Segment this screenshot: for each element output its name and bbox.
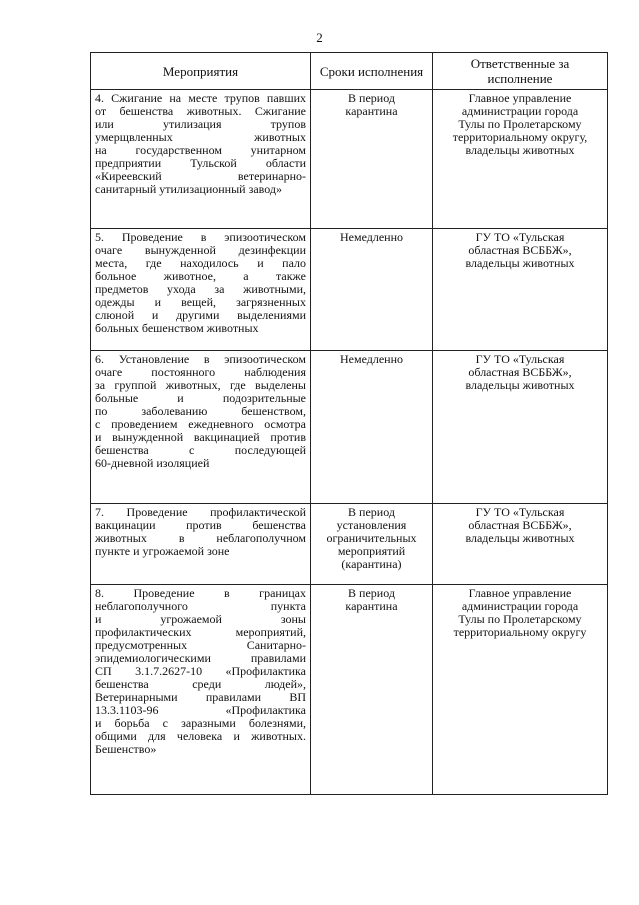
event-text-line: животных в неблагополучном — [95, 531, 306, 545]
event-text-line: места, где находилось и пало — [95, 256, 306, 270]
deadline-cell: В период карантина — [311, 585, 433, 795]
responsible-cell: Главное управление администрации города Тулы по Пролетарскому территориальному округу, владельцы животных — [433, 90, 608, 229]
event-text-line: или утилизация трупов — [95, 117, 306, 131]
event-text-line: бешенства среди людей», — [95, 677, 306, 691]
header-measures: Мероприятия — [91, 53, 311, 90]
page-number: 2 — [316, 30, 323, 45]
table-header-row — [91, 53, 608, 90]
event-text-line: предприятии Тульской области — [95, 156, 306, 170]
event-text-line: за группой животных, где выделены — [95, 378, 306, 392]
event-text-line: Ветеринарными правилами ВП — [95, 690, 306, 704]
event-text-line: одежды и вещей, загрязненных — [95, 295, 306, 309]
event-text-line: 7. Проведение профилактической — [95, 505, 306, 519]
header-deadlines: Сроки исполнения — [311, 53, 433, 90]
event-text-line: умерщвленных животных — [95, 130, 306, 144]
event-text-line: бешенства с последующей — [95, 443, 306, 457]
event-cell — [91, 90, 311, 229]
event-cell — [91, 504, 311, 585]
event-text-line: 6. Установление в эпизоотическом — [95, 352, 306, 366]
event-text-line: по заболеванию бешенством, — [95, 404, 306, 418]
event-cell — [91, 585, 311, 795]
measures-table — [90, 52, 608, 795]
event-text-line: больное животное, а также — [95, 269, 306, 283]
table-row — [91, 585, 608, 795]
event-text-line: 60-дневной изоляцией — [95, 456, 210, 470]
event-text-line: санитарный утилизационный завод» — [95, 182, 282, 196]
responsible-cell: ГУ ТО «Тульская областная ВСББЖ», владельцы животных — [433, 351, 608, 504]
event-text-line: 13.3.1103-96 «Профилактика — [95, 703, 306, 717]
deadline-cell: Немедленно — [311, 351, 433, 504]
event-text-line: очаге постоянного наблюдения — [95, 365, 306, 379]
event-text-line: предметов ухода за животными, — [95, 282, 306, 296]
event-text-line: и борьба с заразными болезнями, — [95, 716, 306, 730]
event-text-line: вакцинации против бешенства — [95, 518, 306, 532]
event-text-line: пункте и угрожаемой зоне — [95, 544, 230, 558]
event-text-line: 8. Проведение в границах — [95, 586, 306, 600]
responsible-cell: ГУ ТО «Тульская областная ВСББЖ», владельцы животных — [433, 504, 608, 585]
deadline-cell: В период установления ограничительных мероприятий (карантина) — [311, 504, 433, 585]
table-row — [91, 229, 608, 351]
event-text-line: профилактических мероприятий, — [95, 625, 306, 639]
event-text-line: очаге вынужденной дезинфекции — [95, 243, 306, 257]
event-cell — [91, 351, 311, 504]
deadline-cell: В период карантина — [311, 90, 433, 229]
event-text-line: СП 3.1.7.2627-10 «Профилактика — [95, 664, 306, 678]
event-text-line: и вынужденной вакцинацией против — [95, 430, 306, 444]
event-text-line: общими для человека и животных. — [95, 729, 306, 743]
deadline-cell: Немедленно — [311, 229, 433, 351]
event-text-line: «Киреевский ветеринарно- — [95, 169, 306, 183]
table-row — [91, 504, 608, 585]
event-text-line: и угрожаемой зоны — [95, 612, 306, 626]
event-text-line: на государственном унитарном — [95, 143, 306, 157]
table-row — [91, 351, 608, 504]
event-text-line: неблагополучного пункта — [95, 599, 306, 613]
table-row — [91, 90, 608, 229]
responsible-cell: ГУ ТО «Тульская областная ВСББЖ», владельцы животных — [433, 229, 608, 351]
event-text-line: с проведением ежедневного осмотра — [95, 417, 306, 431]
event-text-line: больных бешенством животных — [95, 321, 259, 335]
header-responsible: Ответственные за исполнение — [433, 53, 608, 90]
event-text-line: предусмотренных Санитарно- — [95, 638, 306, 652]
event-cell — [91, 229, 311, 351]
event-text-line: слюной и другими выделениями — [95, 308, 306, 322]
responsible-cell: Главное управление администрации города Тулы по Пролетарскому территориальному округу — [433, 585, 608, 795]
event-text-line: больные и подозрительные — [95, 391, 306, 405]
event-text-line: 5. Проведение в эпизоотическом — [95, 230, 306, 244]
event-text-line: Бешенство» — [95, 742, 157, 756]
event-text-line: эпидемиологическими правилами — [95, 651, 306, 665]
event-text-line: 4. Сжигание на месте трупов павших — [95, 91, 306, 105]
event-text-line: от бешенства животных. Сжигание — [95, 104, 306, 118]
